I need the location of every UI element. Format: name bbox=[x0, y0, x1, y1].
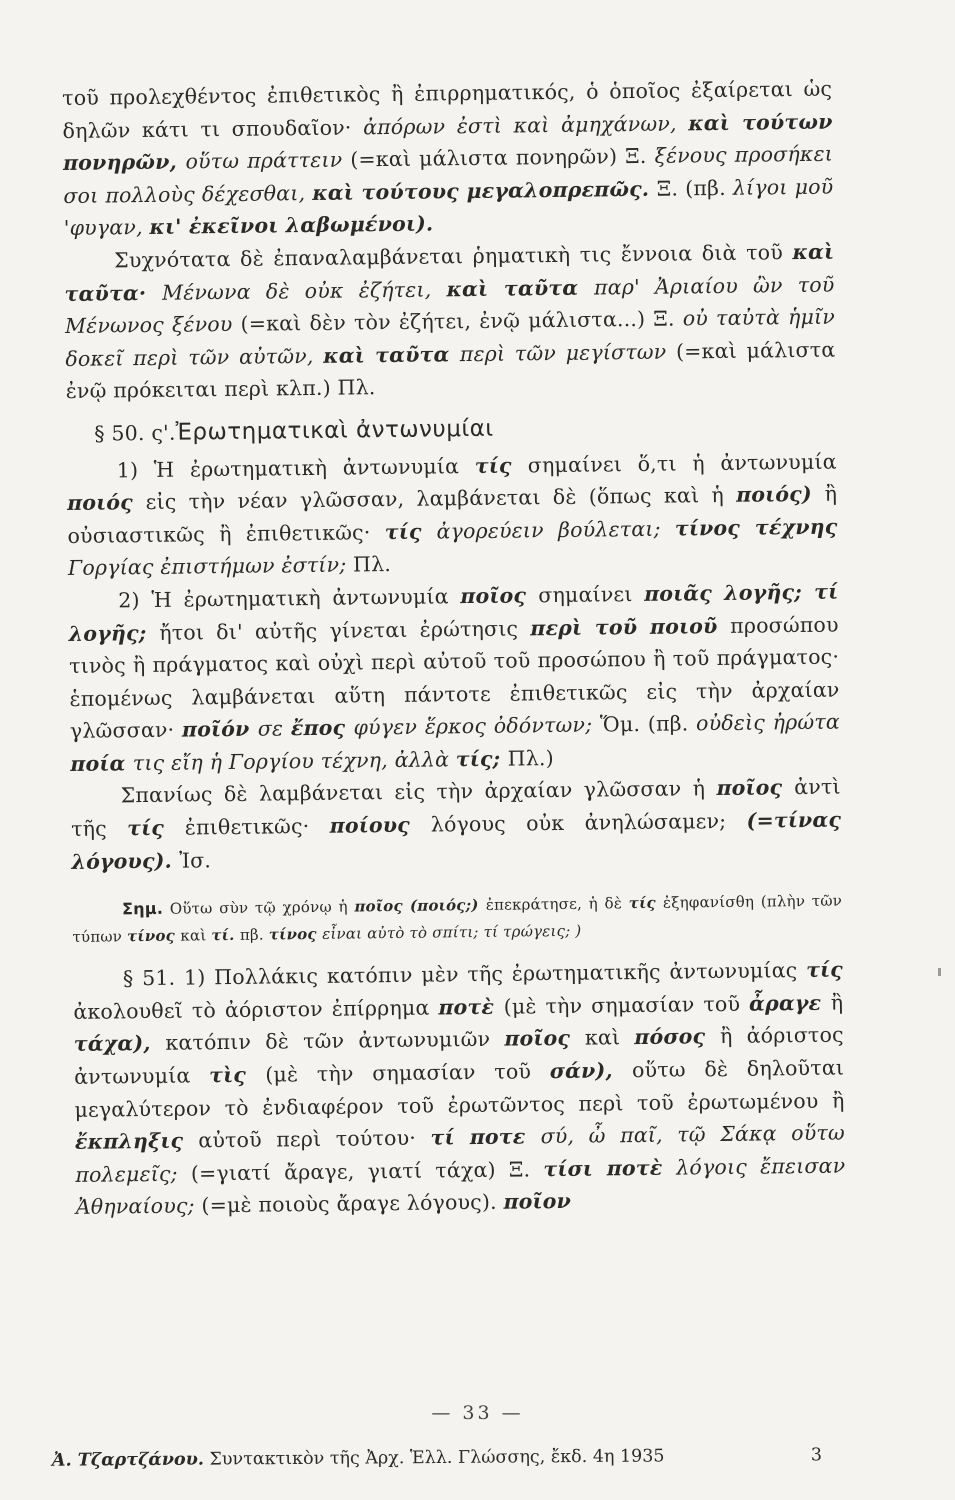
text-segment: ἀπόρων ἐστὶ καὶ ἀμηχάνων, bbox=[362, 110, 689, 139]
text-segment: καὶ ταῦτα bbox=[446, 275, 595, 301]
text-segment: Ξ. (πβ. bbox=[656, 175, 734, 201]
text-segment: ἢ οὐσιαστικῶς ἢ ἐπιθετικῶς· bbox=[67, 481, 838, 548]
note-text bbox=[72, 892, 842, 946]
text-segment: (μὲ τὴν σημασίαν τοῦ bbox=[503, 991, 750, 1019]
paragraph-intro bbox=[62, 73, 834, 245]
footer-author: Ἀ. Τζαρτζάνου. bbox=[51, 1449, 204, 1471]
text-segment: αὐτοῦ περὶ τούτου· bbox=[198, 1125, 431, 1153]
text-segment: ξένους προσήκει σοι πολλοὺς δέχεσθαι, bbox=[63, 141, 834, 208]
text-segment: κατόπιν δὲ τῶν ἀντωνυμιῶν bbox=[165, 1027, 505, 1056]
text-segment: τοῦ προλεχθέντος ἐπιθετικὸς ἢ ἐπιρρηματικός, ὁ ὁποῖος ἐξαίρεται ὡς δηλῶν κάτι τι σπουδαῖον· bbox=[62, 76, 833, 143]
text-segment: ἀκολουθεῖ τὸ ἀόριστον ἐπίρρημα bbox=[73, 995, 439, 1024]
text-segment: (=καὶ μάλιστα ἐνῷ πρόκειται περὶ κλπ.) Πλ. bbox=[65, 337, 836, 404]
note-label: Σημ. bbox=[121, 899, 164, 919]
footer-signature-mark: 3 bbox=[810, 1445, 823, 1466]
text-segment: πβ. bbox=[239, 925, 269, 945]
text-segment: τις εἴη ἡ Γοργίου τέχνη, ἀλλὰ bbox=[132, 747, 456, 776]
text-segment: τίνος bbox=[268, 925, 323, 944]
text-segment: τίς bbox=[628, 893, 664, 913]
text-segment: (μὲ τὴν σημασίαν τοῦ bbox=[265, 1059, 550, 1087]
text-segment: ἔπος bbox=[290, 715, 354, 741]
text-segment: ἀντὶ τῆς bbox=[70, 775, 841, 842]
text-segment: Οὕτω σὺν τῷ χρόνῳ ἡ bbox=[162, 897, 355, 919]
text-segment: ἆραγε bbox=[748, 990, 831, 1016]
text-segment: οὐ ταὐτὰ ἡμῖν δοκεῖ περὶ τῶν αὐτῶν, bbox=[65, 304, 836, 371]
text-segment: 2) Ἡ ἐρωτηματικὴ ἀντωνυμία bbox=[118, 584, 461, 613]
text-segment: ἔκπληξις bbox=[74, 1128, 199, 1155]
text-segment: τίνος τέχνης bbox=[674, 514, 838, 541]
text-segment: εἶναι αὐτὸ τὸ σπίτι; τί τρώγεις; ) bbox=[322, 921, 582, 944]
text-segment: Συχνότατα δὲ ἐπαναλαμβάνεται ῥηματικὴ τις ἔννοια διὰ τοῦ bbox=[114, 240, 793, 273]
text-segment: τάχα), bbox=[73, 1031, 166, 1057]
text-segment: ἐπιθετικῶς· bbox=[184, 813, 330, 840]
text-segment: Σπανίως δὲ λαμβάνεται εἰς τὴν ἀρχαίαν γλῶσσαν ἡ bbox=[120, 776, 717, 808]
text-segment: Ὅμ. (πβ. bbox=[599, 711, 697, 737]
text-segment: ποτὲ bbox=[438, 994, 504, 1020]
text-segment: ποιός bbox=[66, 490, 146, 516]
text-segment: ποιός) bbox=[735, 481, 825, 507]
text-segment: οὐδεὶς ἠρώτα bbox=[695, 709, 841, 736]
text-segment: ποῖος (ποιός;) bbox=[354, 896, 486, 916]
text-segment: (=γιατί ἄραγε, γιατί τάχα) Ξ. bbox=[190, 1157, 544, 1186]
text-segment: πόσος bbox=[634, 1024, 721, 1050]
text-segment: περὶ τῶν μεγίστων bbox=[459, 339, 677, 366]
section-50-paragraphs bbox=[67, 445, 842, 878]
text-segment: τίνος bbox=[126, 926, 181, 946]
text-segment: Ἰσ. bbox=[179, 847, 212, 873]
text-segment: ποῖος bbox=[716, 775, 795, 801]
paragraph-sychnotata bbox=[64, 236, 836, 408]
text-segment: Πλ. bbox=[352, 552, 392, 577]
text-segment: εἰς τὴν νέαν γλῶσσαν, λαμβάνεται δὲ (ὅπως καὶ ἡ bbox=[145, 482, 737, 515]
text-segment: ποιᾶς λογῆς; τί λογῆς; bbox=[68, 579, 839, 646]
text-segment: καὶ bbox=[584, 1025, 635, 1051]
paragraph-p50-3 bbox=[71, 771, 842, 878]
text-segment: καὶ ταῦτα bbox=[323, 341, 460, 368]
text-segment: τίς bbox=[384, 519, 437, 544]
text-segment: λόγοις ἔπεισαν Ἀθηναίους; bbox=[75, 1153, 846, 1220]
text-segment: λόγους οὐκ ἀνηλώσαμεν; bbox=[430, 808, 747, 837]
text-segment: τί ποτε bbox=[430, 1124, 541, 1150]
note-paragraph bbox=[72, 887, 843, 951]
text-segment: Γοργίας ἐπιστήμων ἐστίν; bbox=[67, 552, 354, 581]
section-50-heading bbox=[66, 409, 836, 451]
text-segment: σάν), bbox=[549, 1058, 633, 1084]
section-50-number: § 50. ς'. bbox=[94, 420, 176, 446]
text-segment: ἀγορεύειν βούλεται; bbox=[436, 516, 676, 544]
text-segment: σημαίνει ὅ,τι ἡ ἀντωνυμία bbox=[527, 449, 837, 477]
text-segment: κι' ἐκεῖνοι λαβωμένοι). bbox=[149, 211, 434, 240]
text-segment: σημαίνει bbox=[538, 581, 645, 608]
text-segment: καὶ ταῦτα· bbox=[64, 239, 835, 306]
text-segment: (=καὶ δὲν τὸν ἐζήτει, ἐνῷ μάλιστα...) Ξ. bbox=[240, 306, 683, 336]
text-segment: φύγεν ἕρκος ὀδόντων; bbox=[353, 712, 601, 740]
text-segment: σύ, ὦ παῖ, τῷ Σάκᾳ οὕτω πολεμεῖς; bbox=[75, 1120, 846, 1187]
footer-line bbox=[52, 1445, 822, 1470]
text-segment: προσώπου τινὸς ἢ πράγματος καὶ οὐχὶ περὶ αὐτοῦ τοῦ προσώπου ἢ τοῦ πράγματος· ἑπομένως λαμβάνεται αὕτη πάντοτε ἐπιθετικῶς εἰς τὴν ἀρχαίαν γλῶσσαν· bbox=[68, 612, 840, 744]
text-segment: (=μὲ ποιοὺς ἄραγε λόγους). bbox=[201, 1190, 504, 1218]
text-segment: ἢ ἀόριστος ἀντωνυμία bbox=[74, 1022, 844, 1089]
text-segment: τίς bbox=[474, 452, 528, 478]
section-51-paragraph bbox=[73, 954, 846, 1224]
text-segment: ποῖος bbox=[460, 583, 539, 609]
text-segment: παρ' Ἀριαίου ὢν τοῦ Μένωνος ξένου bbox=[64, 272, 835, 339]
text-segment: καὶ bbox=[180, 926, 212, 945]
text-segment: ποῖος bbox=[504, 1026, 586, 1052]
footer-book-title: Συντακτικὸν τῆς Ἀρχ. Ἑλλ. Γλώσσης, ἔκδ. 4η 1935 bbox=[209, 1446, 665, 1470]
text-segment: (=τίνας λόγους). bbox=[71, 807, 842, 874]
page-body bbox=[62, 73, 846, 1224]
text-segment: ἢ bbox=[830, 990, 844, 1015]
text-segment: οὕτω δὲ δηλοῦται μεγαλύτερον τὸ ἐνδιαφέρον τοῦ ἐρωτῶντος περὶ τοῦ ἐρωτωμένου ἢ bbox=[74, 1055, 845, 1122]
text-segment: περὶ τοῦ ποιοῦ bbox=[530, 613, 731, 640]
text-segment: καὶ τούτων πονηρῶν, bbox=[62, 109, 833, 176]
text-segment: ποία bbox=[70, 751, 133, 776]
text-segment: ποίους bbox=[329, 812, 431, 838]
text-segment: τίς bbox=[805, 957, 844, 983]
paragraph-p50-1 bbox=[67, 445, 839, 585]
text-segment: § 51. 1) Πολλάκις κατόπιν μὲν τῆς ἐρωτηματικῆς ἀντωνυμίας bbox=[122, 958, 807, 991]
margin-mark bbox=[938, 968, 941, 976]
text-segment: ἤτοι δι' αὐτῆς γίνεται ἐρώτησις bbox=[159, 615, 531, 645]
text-segment: τίσι ποτὲ bbox=[543, 1155, 677, 1182]
text-segment: ἐπεκράτησε, ἡ δὲ bbox=[485, 894, 629, 915]
intro-paragraphs bbox=[62, 73, 836, 408]
text-segment: τίς; bbox=[455, 746, 508, 772]
paragraph-p50-2 bbox=[68, 575, 840, 780]
text-segment: Μένωνα δὲ οὐκ ἐζήτει, bbox=[161, 276, 447, 305]
text-segment: (=καὶ μάλιστα πονηρῶν) Ξ. bbox=[350, 143, 655, 172]
text-segment: σε bbox=[257, 716, 291, 741]
text-segment: οὕτω πράττειν bbox=[185, 147, 351, 174]
text-segment: ποῖον bbox=[503, 1189, 572, 1215]
text-segment: τὶς bbox=[208, 1062, 266, 1088]
text-segment: 1) Ἡ ἐρωτηματικὴ ἀντωνυμία bbox=[116, 453, 475, 482]
text-segment: τί. bbox=[211, 926, 241, 945]
page-number: — 33 — bbox=[431, 1402, 524, 1424]
text-segment: καὶ τούτους μεγαλοπρεπῶς. bbox=[312, 176, 657, 205]
text-segment: ἐξηφανίσθη (πλὴν τῶν τύπων bbox=[72, 891, 843, 947]
section-50-title: Ἐρωτηματικαὶ ἀντωνυμίαι bbox=[175, 415, 494, 446]
text-segment: λίγοι μοῦ 'φυγαν, bbox=[63, 174, 834, 241]
text-segment: τίς bbox=[126, 815, 185, 841]
text-segment: ποῖόν bbox=[181, 716, 258, 742]
text-segment: Πλ.) bbox=[507, 745, 555, 771]
